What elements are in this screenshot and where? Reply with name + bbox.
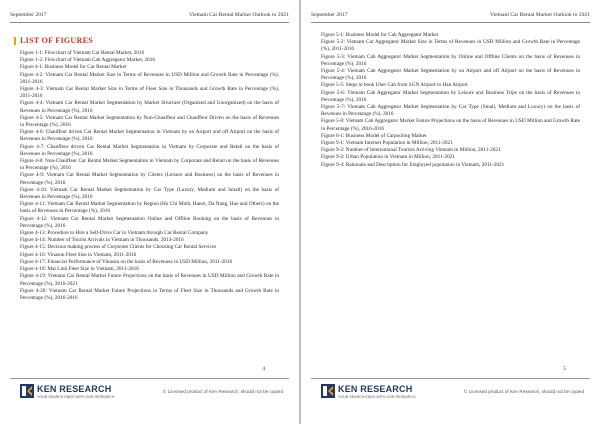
figure-entry[interactable]: Figure 5-2: Vietnam Car Aggregator Market Size in Terms of Revenues in USD Million and Growth Rate in Percentage (%), 2011-2016 [321, 39, 580, 53]
ken-research-logo [321, 384, 431, 410]
figure-entry[interactable]: Figure 4-4: Vietnam Car Rental Market Segmentation by Market Structure (Organized and Unorganized) on the basis of Revenues in Percentage (%), 2016 [20, 100, 279, 114]
figure-entry[interactable]: Figure 4-14: Number of Tourist Arrivals in Vietnam in Thousands, 2014-2016 [20, 237, 184, 244]
page-footer [311, 382, 590, 422]
figure-entry[interactable]: Figure 4-3: Vietnam Car Rental Market Size in Terms of Fleet Size in Thousands and Growth Rate in Percentage (%), 2011-2016 [20, 86, 279, 100]
ken-research-logo-icon [321, 384, 335, 398]
figure-entry[interactable]: Figure 4-13: Procedure to Hire a Self-Drive Car in Vietnam through Car Rental Company [20, 230, 209, 237]
figure-entry[interactable]: Figure 1-2: Flowchart of Vietnam Cab Aggregator Market, 2016 [20, 57, 156, 64]
header-divider [311, 22, 590, 23]
page-number: 5 [563, 366, 566, 372]
figure-entry[interactable]: Figure 5-5: Steps to book Uber Cab from SGN Airport to Han Airport [321, 82, 468, 89]
section-title: LIST OF FIGURES [20, 36, 93, 45]
figure-entry[interactable]: Figure 4-11: Vietnam Car Rental Market Segmentation by Region (Ho Chi Minh, Hanoi, Da Nang, Hue and Others) on the basis of Revenues in Percentage (%), 2016 [20, 201, 279, 215]
figure-entry[interactable]: Figure 9-4: Rationale and Description for Employed population in Vietnam, 2011-2021 [321, 161, 505, 168]
header-report-title: Vietnam Car Rental Market Outlook to 2021 [489, 12, 590, 18]
header-date: September 2017 [311, 12, 348, 18]
ken-research-logo-icon [20, 384, 34, 398]
figure-entry[interactable]: Figure 9-1: Vietnam Internet Population in Million, 2011-2021 [321, 140, 453, 147]
footer-divider [311, 378, 590, 379]
figure-entry[interactable]: Figure 4-5: Vietnam Car Rental Market Segmentation by Non-Chauffeur and Chauffeur Driven on the basis of Revenues in Percentage (%), 2016 [20, 114, 279, 129]
license-notice: © Licensed product of Ken Research, should not be copied [463, 389, 584, 394]
figure-list [20, 50, 279, 302]
figure-entry[interactable]: Figure 6-1: Business Model of Carpooling Market [321, 132, 427, 139]
figure-entry[interactable]: Figure 5-7: Vietnam Cab Aggregator Market Segmentation by Car Type (Small, Medium and Luxury) on the basis of Revenues in Percentage (%), 2016 [321, 104, 580, 118]
page-header [10, 12, 289, 22]
figure-entry[interactable]: Figure 4-15: Decision making process of Corporate Clients for Choosing Car Rental Services [20, 244, 217, 251]
right-page [301, 0, 600, 424]
header-divider [10, 22, 289, 23]
header-date: September 2017 [10, 12, 47, 18]
header-report-title: Vietnam Car Rental Market Outlook to 2021 [188, 12, 289, 18]
figure-entry[interactable]: Figure 9-3: Urban Population in Vietnam in Million, 2011-2021 [321, 154, 455, 161]
figure-entry[interactable]: Figure 4-12: Vietnam Car Rental Market Segmentation Online and Offline Booking on the basis of Revenues in Percentage (%), 2016 [20, 215, 279, 229]
figure-entry[interactable]: Figure 5-1: Business Model for Cab Aggregator Market [321, 32, 439, 38]
heading-accent-bar [14, 37, 16, 45]
left-page [0, 0, 299, 424]
logo-brand-text: KEN RESEARCH [37, 384, 112, 394]
page-footer [10, 382, 289, 422]
list-of-figures-heading [20, 36, 93, 45]
logo-tagline: YOUR SEARCH ENDS WITH OUR RESEARCH [37, 395, 115, 399]
figure-entry[interactable]: Figure 4-2: Vietnam Car Rental Market Size in Terms of Revenues in USD Million and Growth Rate in Percentage (%), 2011-2016 [20, 71, 279, 85]
ken-research-logo [20, 384, 130, 410]
footer-divider [10, 378, 289, 379]
figure-entry[interactable]: Figure 4-18: Mai Linh Fleet Size in Vietnam, 2011-2016 [20, 266, 139, 273]
page-number: 4 [262, 366, 265, 372]
figure-entry[interactable]: Figure 5-4: Vietnam Cab Aggregator Market Segmentation by on Airport and off Airport on the basis of Revenues in Percentage (%), 2016 [321, 68, 580, 82]
figure-entry[interactable]: Figure 4-20: Vietnam Car Rental Market Future Projections in Terms of Fleet Size in Thousands and Growth Rate in Percentage (%), 2016-2016 [20, 287, 279, 301]
figure-entry[interactable]: Figure 4-10: Vietnam Car Rental Market Segmentation by Car Type (Luxury, Medium and Small) on the basis of Revenues in Percentage (%), 2016 [20, 186, 279, 201]
figure-entry[interactable]: Figure 5-8: Vietnam Cab Aggregator Market Future Projections on the basis of Revenues in USD Million and Growth Rate in Percentage (%), 2016-2016 [321, 118, 580, 132]
logo-brand-text: KEN RESEARCH [338, 384, 413, 394]
figure-entry[interactable]: Figure 1-1: Flowchart of Vietnam Car Rental Market, 2016 [20, 50, 145, 56]
figure-entry[interactable]: Figure 4-1: Business Model for Car Rental Market [20, 64, 127, 71]
figure-entry[interactable]: Figure 4-17: Financial Performance of Vinasun on the basis of Revenues in USD Million, 2011-2016 [20, 258, 233, 265]
page-header [311, 12, 590, 22]
figure-list [321, 32, 580, 169]
figure-entry[interactable]: Figure 9-2: Number of International Tourists Arriving Vietnam in Million, 2011-2021 [321, 147, 501, 154]
figure-entry[interactable]: Figure 4-9: Vietnam Car Rental Market Segmentation by Clients (Leisure and Business) on the basis of Revenues in Percentage (%), 2016 [20, 172, 279, 186]
figure-entry[interactable]: Figure 4-16: Vinasun Fleet Size in Vietnam, 2011-2016 [20, 251, 137, 258]
figure-entry[interactable]: Figure 4-6: Chauffeur driven Car Rental Market Segmentation in Vietnam by on Airport and off Airport on the basis of Revenues in Percentage (%), 2016 [20, 129, 279, 143]
license-notice: © Licensed product of Ken Research, should not be copied [162, 389, 283, 394]
figure-entry[interactable]: Figure 5-6: Vietnam Cab Aggregator Market Segmentation by Leisure and Business Trips on the basis of Revenues in Percentage (%), 2016 [321, 89, 580, 103]
figure-entry[interactable]: Figure 4-8: Non-Chauffeur Car Rental Market Segmentation in Vietnam by Corporate and Retail on the basis of Revenues in Percentage (%), 2016 [20, 158, 279, 172]
figure-entry[interactable]: Figure 5-3: Vietnam Cab Aggregator Market Segmentation by Online and Offline Clients on the basis of Revenues in Percentage (%), 2016 [321, 53, 580, 67]
figure-entry[interactable]: Figure 4-7: Chauffeur driven Car Rental Market Segmentation in Vietnam by Corporate and Retail on the basis of Revenues in Percentage (%), 2016 [20, 143, 279, 157]
figure-entry[interactable]: Figure 4-19: Vietnam Car Rental Market Future Projections on the basis of Revenues in USD Million and Growth Rate in Percentage (%), 2016-2021 [20, 273, 279, 287]
logo-tagline: YOUR SEARCH ENDS WITH OUR RESEARCH [338, 395, 416, 399]
